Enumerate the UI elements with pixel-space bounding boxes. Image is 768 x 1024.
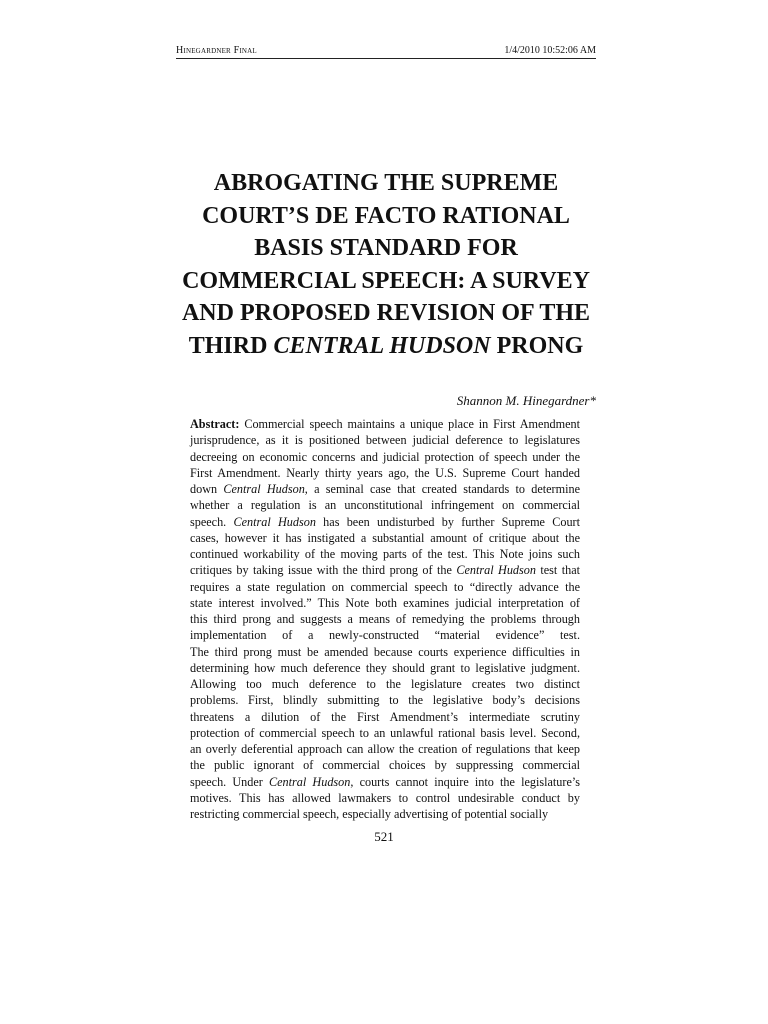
abstract-text: The third prong must be amended because courts experience difficulties in: [190, 644, 580, 659]
abstract-text: continued workability of the moving parts of the test. This Note joins such: [190, 547, 580, 561]
abstract-line: [190, 432, 580, 448]
abstract-text: state interest involved.” This Note both examines judicial interpretation of: [190, 595, 580, 610]
abstract-text: cases, however it has instigated a substantial amount of critique about the: [190, 530, 580, 545]
abstract-text: threatens a dilution of the First Amendment’s intermediate scrutiny: [190, 709, 580, 724]
title-line: BASIS STANDARD FOR: [254, 235, 518, 261]
abstract-text: whether a regulation is an unconstitutional infringement on commercial: [190, 498, 580, 513]
abstract-line: [190, 790, 580, 806]
abstract-line: [190, 562, 580, 578]
abstract-line: [190, 530, 580, 546]
abstract-text: this third prong and suggests a means of remedying the problems through: [190, 612, 580, 626]
abstract-text: motives. This has allowed lawmakers to control undesirable conduct by: [190, 790, 580, 805]
abstract-line: [190, 692, 580, 708]
abstract-line: [190, 725, 580, 741]
abstract-text: requires a state regulation on commercial speech to “directly advance the: [190, 579, 580, 594]
abstract-line: [190, 611, 580, 627]
abstract-line: [190, 579, 580, 595]
abstract-line: [190, 497, 580, 513]
abstract-text: speech. Under: [190, 774, 270, 789]
abstract-line: [190, 709, 580, 725]
case-name: Central Hudson: [233, 514, 316, 529]
abstract-text: restricting commercial speech, especially advertising of potential socially: [190, 807, 549, 821]
abstract-line: [190, 741, 580, 757]
abstract-text: an overly deferential approach can allow the creation of regulations that keep: [190, 742, 580, 756]
abstract-line: [190, 757, 580, 773]
title-last-prefix: THIRD: [188, 332, 274, 359]
title-last-suffix: PRONG: [490, 332, 584, 359]
abstract-line: [190, 644, 580, 660]
abstract-text: protection of commercial speech to an unlawful rational basis level. Second,: [190, 725, 580, 740]
abstract-text: test that: [535, 563, 580, 578]
running-head-timestamp: 1/4/2010 10:52:06 AM: [504, 45, 596, 56]
abstract-line: [190, 627, 580, 643]
abstract-text: , a seminal case that created standards to determine: [304, 482, 580, 496]
title-line: COURT’S DE FACTO RATIONAL: [202, 202, 570, 229]
abstract-text: decreeing on economic concerns and judicial protection of speech under the: [190, 449, 580, 464]
abstract-line: [190, 514, 580, 530]
abstract-line: [190, 660, 580, 676]
abstract-text: implementation of a newly-constructed “material evidence” test.: [190, 628, 580, 643]
abstract-text: jurisprudence, as it is positioned between judicial deference to legislatures: [190, 433, 580, 448]
title-line: ABROGATING THE SUPREME: [213, 170, 559, 196]
abstract-text: First Amendment. Nearly thirty years ago, the U.S. Supreme Court handed: [190, 465, 580, 480]
case-name: Central Hudson: [269, 774, 351, 789]
abstract-line: [190, 465, 580, 481]
abstract-line: [190, 481, 580, 497]
page-number: 521: [374, 829, 394, 844]
abstract-line: [190, 595, 580, 611]
author-name: Shannon M. Hinegardner*: [456, 393, 596, 408]
abstract-line: [190, 416, 580, 432]
abstract-line: [190, 546, 580, 562]
abstract-text: Commercial speech maintains a unique place in First Amendment: [239, 417, 580, 431]
abstract-text: down: [190, 482, 224, 496]
abstract-text: problems. First, blindly submitting to the legislative body’s decisions: [190, 693, 580, 708]
abstract-text: has been undisturbed by further Supreme Court: [315, 514, 580, 529]
abstract-text: speech.: [190, 514, 234, 529]
abstract-text: determining how much deference they should grant to legislative judgment.: [190, 660, 580, 675]
running-head: [176, 42, 596, 59]
title-case-name: CENTRAL HUDSON: [273, 332, 491, 359]
abstract-line: [190, 806, 580, 822]
case-name: Central Hudson: [223, 482, 305, 496]
abstract-line: [190, 676, 580, 692]
abstract-line: [190, 449, 580, 465]
abstract-text: Allowing too much deference to the legislature creates two distinct: [190, 677, 580, 691]
abstract-lead: Abstract:: [190, 417, 240, 431]
case-name: Central Hudson: [456, 563, 536, 578]
title-line: COMMERCIAL SPEECH: A SURVEY: [182, 267, 590, 294]
title-line: [176, 330, 596, 363]
title-line: AND PROPOSED REVISION OF THE: [181, 300, 591, 326]
article-title: [176, 167, 596, 362]
abstract-line: [190, 774, 580, 790]
abstract-text: the public ignorant of commercial choices by suppressing commercial: [190, 758, 580, 773]
running-head-author: Hinegardner Final: [176, 45, 257, 56]
abstract-text: critiques by taking issue with the third prong of the: [190, 563, 457, 578]
abstract: [190, 416, 580, 822]
abstract-text: , courts cannot inquire into the legislature’s: [350, 774, 580, 789]
